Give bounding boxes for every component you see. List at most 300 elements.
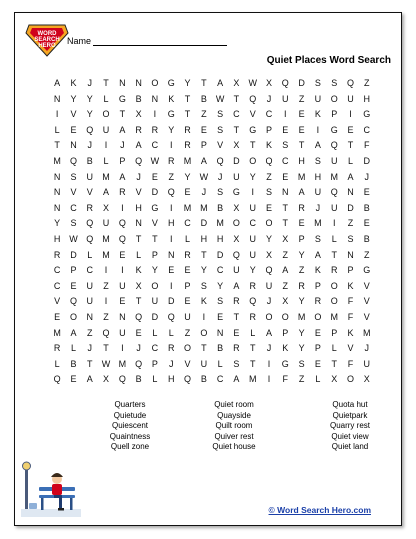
grid-letter: A [347,171,354,182]
grid-letter: P [200,140,207,151]
grid-letter: T [135,296,142,307]
grid-letter: Q [135,358,143,369]
grid-letter: B [200,93,207,104]
grid-row [49,263,375,279]
grid-letter: V [70,187,77,198]
grid-letter: S [217,187,224,198]
grid-letter: W [199,171,209,182]
grid-row [49,216,375,232]
grid-letter: D [70,249,77,260]
grid-letter: L [331,233,337,244]
grid-letter: X [266,78,273,88]
grid-letter: I [104,140,108,151]
grid-letter: G [167,78,175,88]
grid-letter: H [53,233,61,244]
grid-letter: L [87,249,93,260]
grid-letter: I [153,109,157,120]
grid-letter: R [249,311,256,322]
grid-letter: N [119,311,126,322]
grid-letter: Z [86,327,93,338]
grid-letter: J [201,187,207,198]
grid-letter: R [233,296,240,307]
grid-letter: R [167,155,175,166]
grid-letter: X [266,249,273,260]
grid-letter: Y [249,171,256,182]
grid-letter: S [314,78,321,88]
grid-letter: L [152,327,158,338]
grid-letter: Z [282,249,289,260]
grid-letter: E [168,265,175,276]
grid-row [49,232,375,248]
grid-letter: E [314,358,321,369]
grid-letter: X [233,233,240,244]
grid-letter: E [363,218,370,229]
grid-letter: J [168,358,174,369]
grid-letter: U [249,233,256,244]
grid-letter: A [135,140,142,151]
grid-letter: U [102,124,110,135]
grid-letter: Z [347,218,354,229]
grid-letter: I [55,109,59,120]
grid-letter: X [103,374,110,385]
grid-letter: F [347,296,354,307]
grid-letter: M [102,171,110,182]
grid-letter: D [363,155,371,166]
grid-letter: U [249,249,256,260]
grid-letter: G [167,109,175,120]
grid-letter: K [314,109,321,120]
grid-letter: T [184,109,191,120]
grid-letter: P [314,343,321,354]
grid-letter: S [282,140,289,151]
grid-letter: K [282,343,289,354]
grid-letter: I [267,374,271,385]
grid-letter: K [314,265,321,276]
grid-letter: U [347,93,354,104]
grid-letter: Y [298,249,305,260]
grid-letter: E [282,171,289,182]
grid-row [49,201,375,217]
grid-letter: X [331,374,338,385]
grid-letter: A [54,78,61,88]
grid-letter: D [347,202,354,213]
grid-letter: U [151,296,159,307]
grid-letter: G [151,202,159,213]
grid-letter: L [315,374,321,385]
grid-letter: L [70,343,76,354]
grid-letter: P [298,233,305,244]
grid-letter: V [151,218,158,229]
grid-letter: D [216,249,224,260]
word-item: Quiet view [331,431,369,441]
grid-letter: D [298,78,305,88]
word-item: Quota hut [332,400,368,409]
grid-letter: E [135,327,142,338]
grid-letter: I [121,343,124,354]
grid-letter: F [347,358,354,369]
grid-letter: V [70,109,77,120]
grid-letter: Q [86,233,94,244]
grid-letter: E [200,124,207,135]
grid-letter: Z [282,280,289,291]
grid-letter: F [364,140,370,151]
grid-letter: Y [86,93,93,104]
grid-letter: J [136,171,141,182]
grid-letter: S [217,124,224,135]
grid-letter: V [363,280,370,291]
grid-letter: C [265,109,273,120]
grid-letter: X [135,109,142,120]
grid-letter: W [101,358,111,369]
grid-row [49,326,375,342]
grid-letter: P [282,327,289,338]
grid-letter: A [200,155,207,166]
word-item: Quietude [113,410,147,420]
grid-letter: U [314,187,322,198]
grid-letter: Y [184,171,191,182]
word-list-column-2 [201,400,267,453]
name-field-line[interactable] [93,45,227,46]
grid-letter: F [282,374,289,385]
grid-letter: M [363,327,371,338]
grid-letter: G [330,124,338,135]
grid-letter: Y [298,343,305,354]
grid-letter: K [70,78,77,88]
grid-letter: H [363,93,371,104]
grid-letter: Y [168,124,175,135]
grid-letter: U [282,93,289,104]
grid-letter: U [233,171,240,182]
grid-letter: I [251,187,254,198]
grid-letter: Q [102,327,110,338]
grid-letter: W [69,233,78,244]
grid-letter: B [70,358,77,369]
grid-letter: O [330,93,338,104]
grid-letter: Q [69,296,77,307]
grid-letter: M [200,202,208,213]
grid-row [49,185,375,201]
grid-letter: Q [232,249,240,260]
grid-letter: T [184,93,191,104]
grid-row [49,248,375,264]
grid-letter: M [118,358,127,369]
grid-letter: S [200,280,207,291]
grid-letter: J [87,78,92,88]
grid-letter: I [349,109,352,120]
grid-letter: I [332,218,336,229]
grid-letter: C [53,265,61,276]
grid-row [49,154,375,170]
grid-letter: T [103,78,109,88]
grid-letter: V [135,187,142,198]
grid-letter: E [314,327,321,338]
grid-letter: Y [266,233,273,244]
grid-letter: Q [167,311,175,322]
grid-letter: A [298,187,305,198]
grid-letter: A [103,187,110,198]
grid-letter: O [151,280,159,291]
grid-letter: U [330,202,338,213]
grid-letter: M [314,218,322,229]
word-item: Quayside [217,410,251,420]
grid-letter: U [200,358,208,369]
grid-letter: Q [265,155,273,166]
grid-letter: Y [151,265,158,276]
grid-letter: Q [167,187,175,198]
grid-letter: J [217,171,223,182]
grid-letter: T [86,358,93,369]
grid-letter: M [216,218,224,229]
grid-letter: U [86,280,93,291]
grid-letter: E [217,311,224,322]
grid-letter: R [86,202,93,213]
grid-letter: I [104,296,108,307]
grid-letter: J [315,202,321,213]
word-item: Quiver rest [214,431,254,441]
grid-letter: M [330,311,338,322]
grid-letter: N [53,187,61,198]
grid-letter: H [298,155,305,166]
grid-letter: Y [249,265,256,276]
grid-letter: E [70,280,77,291]
grid-letter: A [233,280,240,291]
grid-letter: B [217,343,224,354]
grid-letter: T [249,343,256,354]
word-item: Quiet house [212,442,256,451]
grid-letter: R [184,249,191,260]
grid-letter: M [102,233,110,244]
grid-letter: K [347,280,354,291]
grid-letter: S [314,233,321,244]
grid-letter: Y [86,109,93,120]
grid-letter: A [314,140,321,151]
grid-letter: O [346,374,354,385]
grid-letter: R [151,124,159,135]
grid-letter: T [282,202,289,213]
grid-letter: K [168,93,175,104]
grid-letter: Z [364,78,370,88]
mascot-on-bench-illustration [21,457,81,517]
grid-letter: T [54,140,60,151]
grid-letter: X [282,296,289,307]
grid-letter: T [135,233,142,244]
grid-letter: H [314,171,322,182]
grid-letter: M [297,311,306,322]
grid-letter: H [200,233,208,244]
grid-letter: K [347,327,354,338]
grid-letter: P [347,265,354,276]
grid-letter: N [86,311,93,322]
grid-letter: Y [217,280,224,291]
grid-letter: N [53,202,61,213]
grid-letter: Q [216,155,224,166]
grid-letter: R [249,280,256,291]
grid-row [49,294,375,310]
grid-letter: A [282,265,289,276]
grid-letter: K [135,265,142,276]
grid-letter: N [347,249,354,260]
grid-letter: X [103,202,110,213]
footer-link[interactable]: © Word Search Hero.com [268,505,371,515]
grid-letter: K [266,140,273,151]
grid-letter: E [184,187,191,198]
grid-letter: N [151,93,159,104]
grid-letter: R [184,124,191,135]
grid-letter: R [330,265,338,276]
grid-letter: O [102,109,110,120]
grid-letter: N [216,327,224,338]
grid-letter: U [86,296,93,307]
grid-letter: X [135,280,142,291]
word-search-hero-logo [25,23,69,57]
grid-letter: N [135,78,142,88]
word-list-column-1 [97,400,163,453]
grid-letter: H [135,202,142,213]
grid-letter: H [216,233,224,244]
grid-letter: D [200,218,208,229]
grid-row [49,107,375,123]
grid-letter: Q [135,155,143,166]
grid-letter: Q [184,374,192,385]
grid-letter: J [136,343,141,354]
grid-letter: C [216,374,224,385]
grid-letter: P [184,280,191,291]
grid-letter: S [331,78,338,88]
grid-letter: H [167,218,175,229]
grid-letter: L [103,155,109,166]
grid-letter: S [266,187,273,198]
grid-letter: O [330,296,338,307]
grid-letter: M [297,171,306,182]
grid-letter: V [54,296,61,307]
grid-letter: P [70,265,77,276]
grid-letter: Y [184,78,191,88]
grid-letter: S [298,358,305,369]
name-label: Name [67,36,92,46]
grid-letter: C [363,124,371,135]
grid-letter: O [281,311,289,322]
grid-letter: P [151,249,158,260]
grid-letter: T [233,311,240,322]
grid-letter: C [249,218,256,229]
grid-letter: O [330,280,338,291]
grid-letter: E [233,327,240,338]
grid-letter: E [184,296,191,307]
grid-letter: T [201,78,207,88]
grid-letter: Q [249,93,257,104]
grid-letter: S [70,171,77,182]
grid-letter: U [265,280,273,291]
grid-letter: A [266,327,273,338]
grid-letter: R [53,343,61,354]
grid-letter: N [282,187,289,198]
grid-letter: O [265,311,273,322]
grid-letter: U [249,202,256,213]
grid-letter: N [347,187,354,198]
grid-letter: X [233,140,240,151]
grid-letter: N [70,140,77,151]
grid-letter: D [167,296,175,307]
grid-letter: O [184,343,192,354]
grid-letter: E [282,124,289,135]
grid-letter: E [54,311,61,322]
grid-letter: N [167,249,175,260]
grid-letter: A [119,124,126,135]
grid-letter: B [363,233,370,244]
word-item: Quell zone [110,442,150,451]
grid-letter: L [347,155,353,166]
grid-letter: Q [118,374,126,385]
grid-letter: T [201,249,207,260]
grid-letter: Q [69,155,77,166]
grid-letter: V [184,358,191,369]
grid-letter: G [232,187,240,198]
grid-letter: R [184,140,191,151]
grid-letter: Z [103,311,109,322]
grid-letter: V [363,311,370,322]
grid-letter: M [330,171,338,182]
grid-letter: C [233,109,240,120]
grid-letter: C [151,343,159,354]
grid-letter: L [185,233,191,244]
grid-letter: B [135,374,142,385]
grid-letter: O [265,218,273,229]
grid-letter: E [347,124,354,135]
grid-letter: J [120,140,125,151]
grid-row [49,138,375,154]
letter-grid [49,76,375,388]
grid-letter: U [233,265,240,276]
grid-letter: W [248,78,257,88]
grid-letter: Z [298,374,305,385]
grid-letter: I [202,311,206,322]
logo-line-2: SEARCH [34,37,60,43]
grid-letter: M [53,155,61,166]
grid-letter: Y [298,327,305,338]
grid-letter: X [363,374,370,385]
grid-letter: E [70,374,77,385]
grid-letter: X [233,202,240,213]
grid-letter: V [363,296,370,307]
grid-letter: E [298,218,305,229]
grid-letter: J [266,296,272,307]
grid-letter: T [331,358,337,369]
grid-letter: L [54,358,60,369]
grid-letter: A [119,171,126,182]
grid-letter: Z [298,265,305,276]
grid-row [49,76,375,92]
grid-letter: E [363,187,370,198]
grid-letter: C [184,218,191,229]
grid-letter: I [121,202,124,213]
grid-letter: M [183,155,192,166]
grid-letter: U [119,327,126,338]
grid-letter: C [151,140,159,151]
grid-letter: P [331,109,338,120]
grid-letter: J [87,343,92,354]
grid-letter: V [249,109,256,120]
grid-letter: J [266,343,272,354]
grid-letter: U [184,311,191,322]
grid-row [49,92,375,108]
grid-letter: O [200,327,208,338]
grid-letter: R [298,202,305,213]
grid-letter: D [151,311,159,322]
grid-letter: Q [118,233,126,244]
grid-letter: Z [168,171,174,182]
word-item: Quietpark [332,410,368,420]
grid-letter: G [249,124,257,135]
